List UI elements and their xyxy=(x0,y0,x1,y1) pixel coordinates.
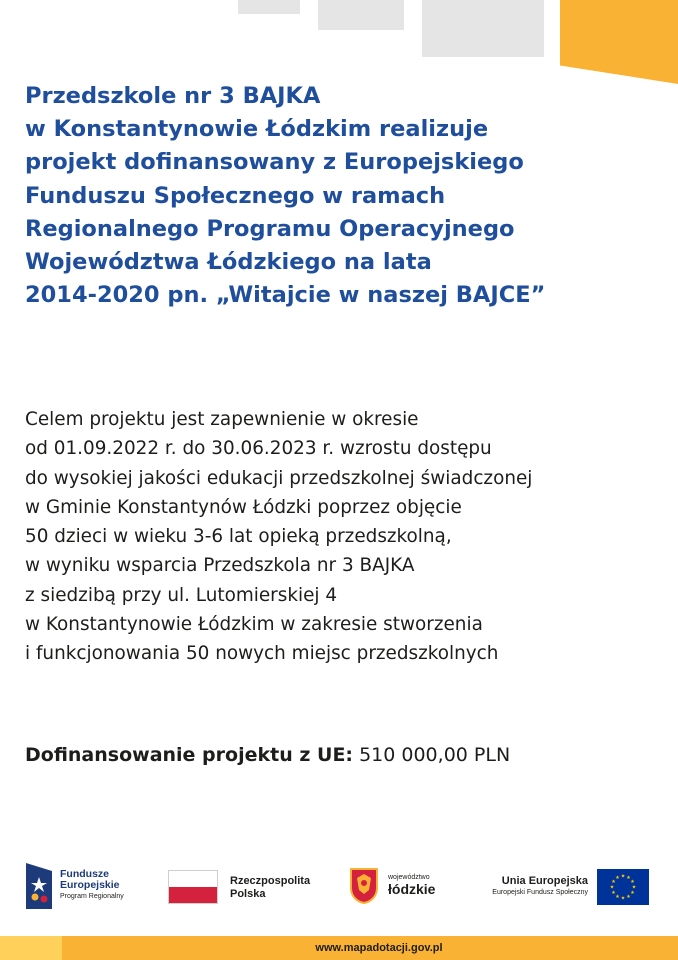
description-line: 50 dzieci w wieku 3-6 lat opieką przedszkolną, xyxy=(25,526,452,548)
lodzkie-coat-of-arms-icon xyxy=(350,868,378,904)
eu-flag-icon xyxy=(597,869,649,905)
headline xyxy=(25,80,665,312)
svg-text:★: ★ xyxy=(620,873,626,880)
fundusze-europejskie-text xyxy=(60,869,124,903)
funding-amount xyxy=(25,740,510,770)
svg-text:★: ★ xyxy=(615,875,620,882)
grey-block xyxy=(238,0,300,14)
description-line: w Konstantynowie Łódzkim w zakresie stworzenia xyxy=(25,614,483,636)
grey-block xyxy=(318,0,404,30)
svg-text:★: ★ xyxy=(615,894,620,901)
project-description xyxy=(25,405,670,669)
headline-line: w Konstantynowie Łódzkim realizuje xyxy=(25,116,489,143)
fundusze-line2: Europejskie xyxy=(60,879,120,891)
description-line: i funkcjonowania 50 nowych miejsc przedszkolnych xyxy=(25,643,499,665)
description-line: z siedzibą przy ul. Lutomierskiej 4 xyxy=(25,584,338,606)
unia-europejska-text xyxy=(478,875,588,898)
svg-text:★: ★ xyxy=(626,894,631,901)
logo-bar xyxy=(0,855,678,915)
description-line: od 01.09.2022 r. do 30.06.2023 r. wzrostu dostępu xyxy=(25,438,492,460)
svg-text:★: ★ xyxy=(631,884,637,891)
headline-line: 2014-2020 pn. „Witajcie w naszej BAJCE” xyxy=(25,282,546,309)
yellow-corner xyxy=(560,0,678,84)
fundusze-europejskie-logo-icon xyxy=(26,863,52,909)
svg-text:★: ★ xyxy=(609,884,615,891)
funding-label: Dofinansowanie projektu z UE: xyxy=(25,744,354,766)
description-line: w wyniku wsparcia Przedszkola nr 3 BAJKA xyxy=(25,555,415,577)
wojewodztwo-small: województwo xyxy=(388,874,430,881)
funding-value: 510 000,00 PLN xyxy=(359,744,511,766)
headline-line: Przedszkole nr 3 BAJKA xyxy=(25,83,321,109)
headline-line: Województwa Łódzkiego na lata xyxy=(25,249,432,276)
svg-text:★: ★ xyxy=(630,879,635,886)
unia-line1: Unia Europejska xyxy=(501,875,588,887)
description-line: do wysokiej jakości edukacji przedszkolnej świadczonej xyxy=(25,467,533,489)
grey-block xyxy=(422,0,544,57)
rzeczpospolita-line2: Polska xyxy=(230,887,266,900)
top-decoration xyxy=(0,0,678,90)
svg-text:★: ★ xyxy=(620,895,626,902)
rzeczpospolita-polska-text xyxy=(230,875,310,900)
headline-line: Funduszu Społecznego w ramach xyxy=(25,182,446,209)
footer-bar xyxy=(0,936,678,960)
description-line: Celem projektu jest zapewnienie w okresie xyxy=(25,409,419,430)
fundusze-line1: Fundusze xyxy=(60,868,109,880)
headline-line: projekt dofinansowany z Europejskiego xyxy=(25,149,524,176)
svg-text:★: ★ xyxy=(630,890,635,897)
fundusze-line3: Program Regionalny xyxy=(60,893,124,900)
unia-line2: Europejski Fundusz Społeczny xyxy=(492,889,588,896)
description-line: w Gminie Konstantynów Łódzki poprzez objęcie xyxy=(25,496,462,518)
wojewodztwo-lodzkie-text xyxy=(388,873,435,897)
headline-line: Regionalnego Programu Operacyjnego xyxy=(25,215,515,242)
wojewodztwo-big: łódzkie xyxy=(388,881,436,897)
polish-flag-icon xyxy=(168,870,218,904)
footer-url: www.mapadotacji.gov.pl xyxy=(315,942,443,954)
svg-text:★: ★ xyxy=(626,875,631,882)
svg-text:★: ★ xyxy=(611,890,616,897)
rzeczpospolita-line1: Rzeczpospolita xyxy=(230,875,311,887)
svg-text:★: ★ xyxy=(611,879,616,886)
